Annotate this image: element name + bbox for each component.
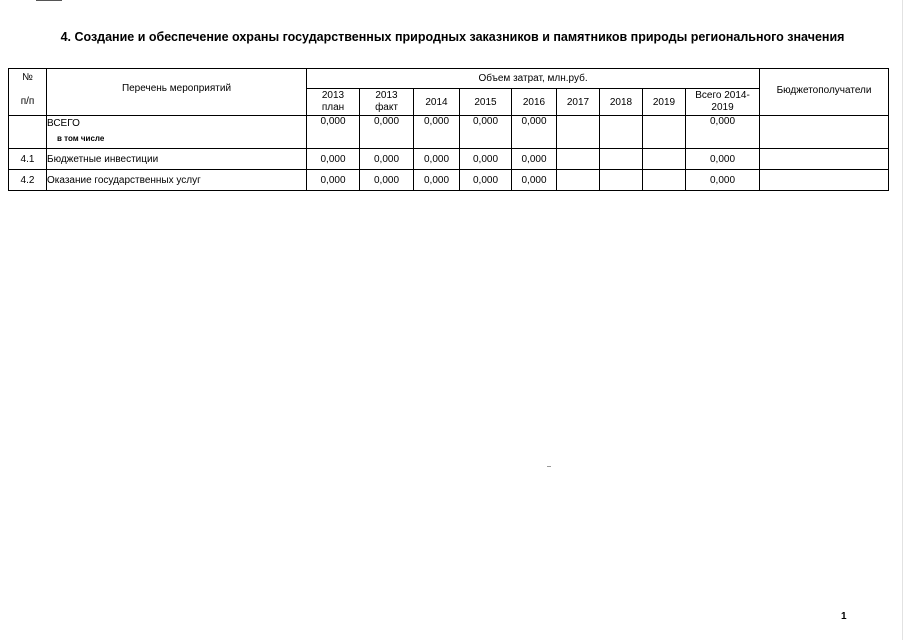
- cell-2013-fact: 0,000: [360, 149, 414, 170]
- cell-2017: [557, 116, 600, 149]
- header-total-2014-2019: Всего 2014- 2019: [686, 89, 760, 116]
- cell-total: 0,000: [686, 149, 760, 170]
- header-volume: Объем затрат, млн.руб.: [307, 69, 760, 89]
- header-number-pp: п/п: [20, 96, 35, 107]
- cell-2017: [557, 170, 600, 191]
- header-year-2013-plan: 2013 план: [307, 89, 360, 116]
- cell-recipient: [760, 170, 889, 191]
- page-number: 1: [841, 611, 847, 622]
- cell-2013-fact: 0,000: [360, 170, 414, 191]
- cell-2013-fact: 0,000: [360, 116, 414, 149]
- cell-recipient: [760, 116, 889, 149]
- row-name-text: ВСЕГО: [47, 118, 80, 129]
- row-number: [9, 116, 47, 149]
- header-row-top: [9, 69, 889, 89]
- header-year-2019: 2019: [643, 89, 686, 116]
- row-name: Бюджетные инвестиции: [47, 149, 307, 170]
- header-year-2018: 2018: [600, 89, 643, 116]
- header-year-2014: 2014: [414, 89, 460, 116]
- cell-recipient: [760, 149, 889, 170]
- cell-2016: 0,000: [512, 149, 557, 170]
- header-year-2016: 2016: [512, 89, 557, 116]
- header-number: [9, 69, 47, 116]
- cell-2017: [557, 149, 600, 170]
- cell-2019: [643, 149, 686, 170]
- row-name: [47, 116, 307, 149]
- row-number: 4.2: [9, 170, 47, 191]
- table-row-total: [9, 116, 889, 149]
- row-name: Оказание государственных услуг: [47, 170, 307, 191]
- cell-2014: 0,000: [414, 170, 460, 191]
- cell-2013-plan: 0,000: [307, 116, 360, 149]
- table-row: [9, 170, 889, 191]
- row-number: 4.1: [9, 149, 47, 170]
- cell-total: 0,000: [686, 116, 760, 149]
- cell-2019: [643, 116, 686, 149]
- cell-2019: [643, 170, 686, 191]
- page-title: 4. Создание и обеспечение охраны государственных природных заказников и памятников природы регионального значения: [60, 30, 845, 44]
- header-recipients: Бюджетополучатели: [760, 69, 889, 116]
- table-row: [9, 149, 889, 170]
- header-year-2017: 2017: [557, 89, 600, 116]
- cell-2014: 0,000: [414, 116, 460, 149]
- header-year-2013-fact: 2013 факт: [360, 89, 414, 116]
- cell-total: 0,000: [686, 170, 760, 191]
- scan-speck: [547, 466, 551, 467]
- header-activities: Перечень мероприятий: [47, 69, 307, 116]
- cell-2015: 0,000: [460, 170, 512, 191]
- row-subtitle: в том числе: [57, 134, 105, 143]
- scan-edge: [902, 0, 903, 640]
- cell-2014: 0,000: [414, 149, 460, 170]
- cell-2015: 0,000: [460, 149, 512, 170]
- expenditure-table: [8, 68, 889, 191]
- header-year-2015: 2015: [460, 89, 512, 116]
- header-number-symbol: №: [22, 72, 33, 83]
- cell-2016: 0,000: [512, 116, 557, 149]
- cell-2016: 0,000: [512, 170, 557, 191]
- cell-2013-plan: 0,000: [307, 170, 360, 191]
- cell-2018: [600, 149, 643, 170]
- cell-2013-plan: 0,000: [307, 149, 360, 170]
- cell-2015: 0,000: [460, 116, 512, 149]
- cell-2018: [600, 170, 643, 191]
- scan-mark: [36, 0, 62, 1]
- cell-2018: [600, 116, 643, 149]
